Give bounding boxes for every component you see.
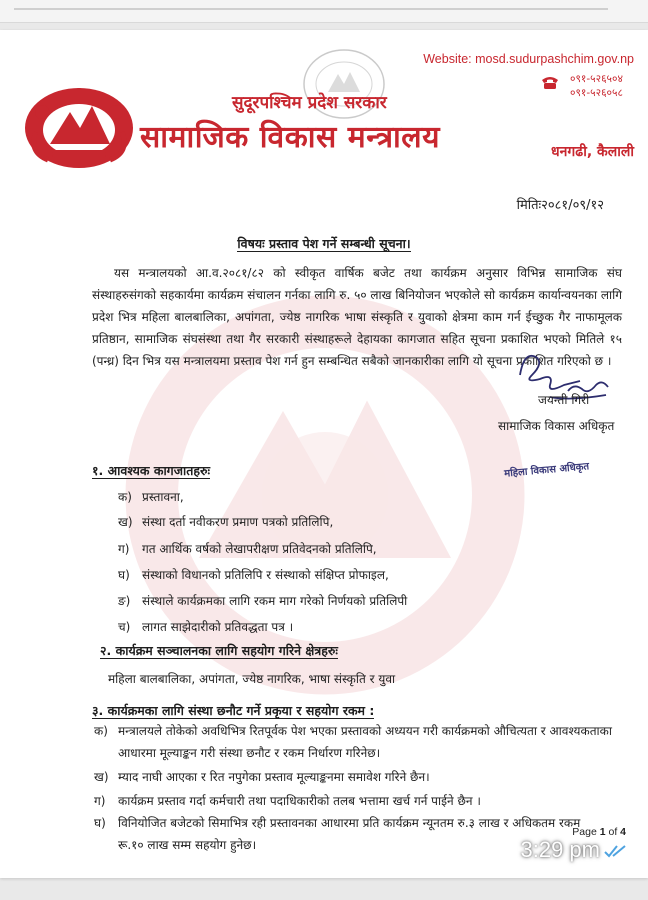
section-1-title xyxy=(92,462,210,479)
item-marker: घ) xyxy=(118,568,130,582)
item-text: विनियोजित बजेटको सिमाभित्र रही प्रस्तावनका आधारमा प्रति कार्यक्रम न्यूनतम रु.३ लाख र अधिकतम रकम रू.१० लाख सम्म सहयोग हुनेछ। xyxy=(118,816,581,852)
phone-number-1: ०९१-५२६५०४ xyxy=(570,73,623,85)
list-item xyxy=(118,488,184,505)
message-timestamp xyxy=(521,837,629,863)
list-item xyxy=(94,812,588,856)
item-marker: ङ) xyxy=(118,594,131,608)
list-item xyxy=(118,618,293,635)
item-marker: क) xyxy=(118,490,132,504)
page-of: of xyxy=(605,826,621,838)
letterhead xyxy=(0,30,648,190)
phone-number-2: ०९१-५२६०५८ xyxy=(570,87,623,99)
item-marker: ग) xyxy=(118,542,130,556)
document-page xyxy=(0,30,648,878)
item-marker: ग) xyxy=(94,794,106,808)
item-text: गत आर्थिक वर्षको लेखापरीक्षण प्रतिवेदनको प्रतिलिपि, xyxy=(142,542,377,556)
item-text: लागत साझेदारीको प्रतिवद्धता पत्र । xyxy=(142,620,294,634)
list-item xyxy=(118,540,377,557)
signer-title: सामाजिक विकास अधिकृत xyxy=(498,419,615,433)
item-text: कार्यक्रम प्रस्ताव गर्दा कर्मचारी तथा पदाधिकारीको तलब भत्तामा खर्च गर्न पाईने छैन । xyxy=(118,794,481,808)
item-text: संस्थाको विधानको प्रतिलिपि र संस्थाको संक्षिप्त प्रोफाइल, xyxy=(142,568,389,582)
page-prefix: Page xyxy=(572,826,600,838)
item-text: मन्त्रालयले तोकेको अवधिभित्र रितपूर्वक पेश भएका प्रस्तावको अध्ययन गरी कार्यक्रमको औचित्यता र आवश्यकताका आधारमा मूल्याङ्कन गरी संस्था छनौट र रकम निर्धारण गरिनेछ। xyxy=(118,724,612,760)
item-text: म्याद नाघी आएका र रित नपुगेका प्रस्ताव मूल्याङ्कनमा समावेश गरिने छैन। xyxy=(118,770,430,784)
item-text: प्रस्तावना, xyxy=(142,490,184,504)
item-marker: घ) xyxy=(94,816,106,830)
list-item xyxy=(94,790,630,812)
read-receipt-ticks-icon xyxy=(604,843,628,859)
section-3-title-text: ३. कार्यक्रमका लागि संस्था छनौट गर्ने प्रकृया र सहयोग रकम : xyxy=(92,703,375,718)
top-bar-line xyxy=(14,8,608,10)
item-text: संस्था दर्ता नवीकरण प्रमाण पत्रको प्रतिलिपि, xyxy=(142,515,334,529)
list-item xyxy=(94,766,630,788)
subject-text: विषयः प्रस्ताव पेश गर्ने सम्बन्धी सूचना। xyxy=(237,236,411,251)
list-item xyxy=(94,720,630,764)
section-1-title-text: १. आवश्यक कागजातहरुः xyxy=(92,463,210,478)
item-marker: च) xyxy=(118,620,131,634)
page-total: 4 xyxy=(620,826,626,838)
viewer-top-bar xyxy=(0,0,648,23)
item-marker: ख) xyxy=(118,515,133,529)
section-2-text: महिला बालबालिका, अपांगता, ज्येष्ठ नागरिक, भाषा संस्कृति र युवा xyxy=(108,672,396,686)
signature-block xyxy=(490,345,640,475)
section-2-title xyxy=(100,642,338,659)
phone-icon xyxy=(540,76,560,90)
letter-date: मितिः२०८१/०९/१२ xyxy=(516,198,604,213)
timestamp-text: 3:29 pm xyxy=(520,837,600,862)
list-item xyxy=(118,566,389,583)
nepal-emblem-icon xyxy=(22,72,136,172)
section-3-title xyxy=(92,702,374,719)
item-marker: ख) xyxy=(94,770,109,784)
website-text: Website: mosd.sudurpashchim.gov.np xyxy=(423,52,634,66)
section-2-title-text: २. कार्यक्रम सञ्चालनका लागि सहयोग गरिने क्षेत्रहरुः xyxy=(100,643,338,658)
designation-stamp: महिला विकास अधिकृत xyxy=(503,461,590,480)
ministry-name: सामाजिक विकास मन्त्रालय xyxy=(140,120,441,155)
page-current: 1 xyxy=(599,826,606,838)
letter-body: यस मन्त्रालयको आ.व.२०८१/८२ को स्वीकृत वार्षिक बजेट तथा कार्यक्रम अनुसार विभिन्न सामाजिक संघ संस्थाहरुसंगको सहकार्यमा कार्यक्रम संचालन गर्नका लागि रु. ५० लाख बिनियोजन भएकोले सो कार्यक्रम कार्यान्वयनका लागि प्रदेश भित्र महिला बालबालिका, अपांगता, ज्येष्ठ नागरिक भाषा संस्कृति र युवाको क्षेत्रमा काम गर्न ईच्छुक गैर नाफामूलक प्रतिष्ठान, सामाजिक संघसंस्था तथा गैर सरकारी संस्थाहरूले देहायका कागजात सहित सूचना प्रकाशित भएको मितिले १५ (पन्ध्र) दिन भित्र यस मन्त्रालयमा प्रस्ताव पेश गर्न हुन सम्बन्धित सबैको जानकारीका लागि यो सूचना प्रकाशित गरिएको छ । xyxy=(92,266,622,368)
item-marker: क) xyxy=(94,724,108,738)
list-item xyxy=(118,592,407,609)
item-text: संस्थाले कार्यक्रमका लागि रकम माग गरेको निर्णयको प्रतिलिपी xyxy=(142,594,408,608)
government-name: सुदूरपश्चिम प्रदेश सरकार xyxy=(232,93,387,113)
office-location: धनगढी, कैलाली xyxy=(551,144,634,160)
signer-name: जयन्ती गिरी xyxy=(538,393,590,407)
letter-subject xyxy=(0,235,648,252)
list-item xyxy=(118,513,333,530)
